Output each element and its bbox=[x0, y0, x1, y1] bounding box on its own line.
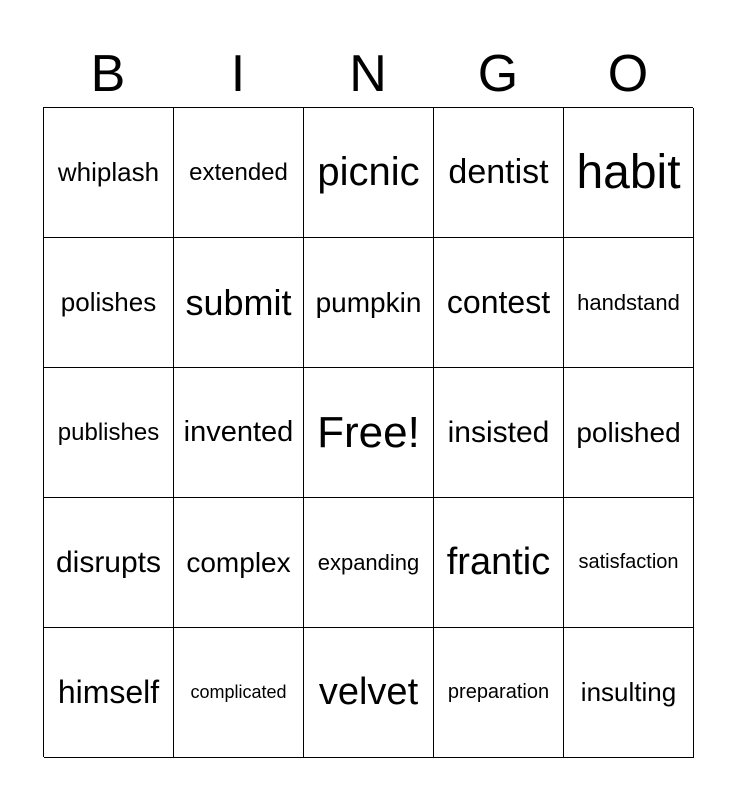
bingo-cell[interactable]: himself bbox=[44, 628, 174, 758]
bingo-cell[interactable]: expanding bbox=[304, 498, 434, 628]
bingo-cell[interactable]: complicated bbox=[174, 628, 304, 758]
bingo-cell[interactable]: satisfaction bbox=[564, 498, 694, 628]
bingo-cell[interactable]: handstand bbox=[564, 238, 694, 368]
bingo-cell[interactable]: complex bbox=[174, 498, 304, 628]
bingo-header bbox=[43, 40, 693, 108]
bingo-cell[interactable]: frantic bbox=[434, 498, 564, 628]
bingo-cell[interactable]: extended bbox=[174, 108, 304, 238]
bingo-cell[interactable]: picnic bbox=[304, 108, 434, 238]
header-letter-o: O bbox=[607, 45, 649, 103]
bingo-cell[interactable]: habit bbox=[564, 108, 694, 238]
bingo-cell[interactable]: invented bbox=[174, 368, 304, 498]
header-letter-g: G bbox=[477, 45, 519, 103]
bingo-cell[interactable]: whiplash bbox=[44, 108, 174, 238]
bingo-cell[interactable]: submit bbox=[174, 238, 304, 368]
bingo-cell[interactable]: dentist bbox=[434, 108, 564, 238]
bingo-cell[interactable]: polished bbox=[564, 368, 694, 498]
bingo-cell[interactable]: insisted bbox=[434, 368, 564, 498]
bingo-cell[interactable]: contest bbox=[434, 238, 564, 368]
bingo-cell[interactable]: disrupts bbox=[44, 498, 174, 628]
bingo-cell[interactable]: pumpkin bbox=[304, 238, 434, 368]
header-letter-n: N bbox=[349, 45, 387, 103]
bingo-cell[interactable]: preparation bbox=[434, 628, 564, 758]
free-space[interactable]: Free! bbox=[304, 368, 434, 498]
bingo-cell[interactable]: insulting bbox=[564, 628, 694, 758]
bingo-board bbox=[43, 107, 693, 757]
header-letter-b: B bbox=[90, 45, 126, 103]
header-letter-i: I bbox=[230, 45, 246, 103]
bingo-cell[interactable]: velvet bbox=[304, 628, 434, 758]
bingo-cell[interactable]: polishes bbox=[44, 238, 174, 368]
bingo-cell[interactable]: publishes bbox=[44, 368, 174, 498]
